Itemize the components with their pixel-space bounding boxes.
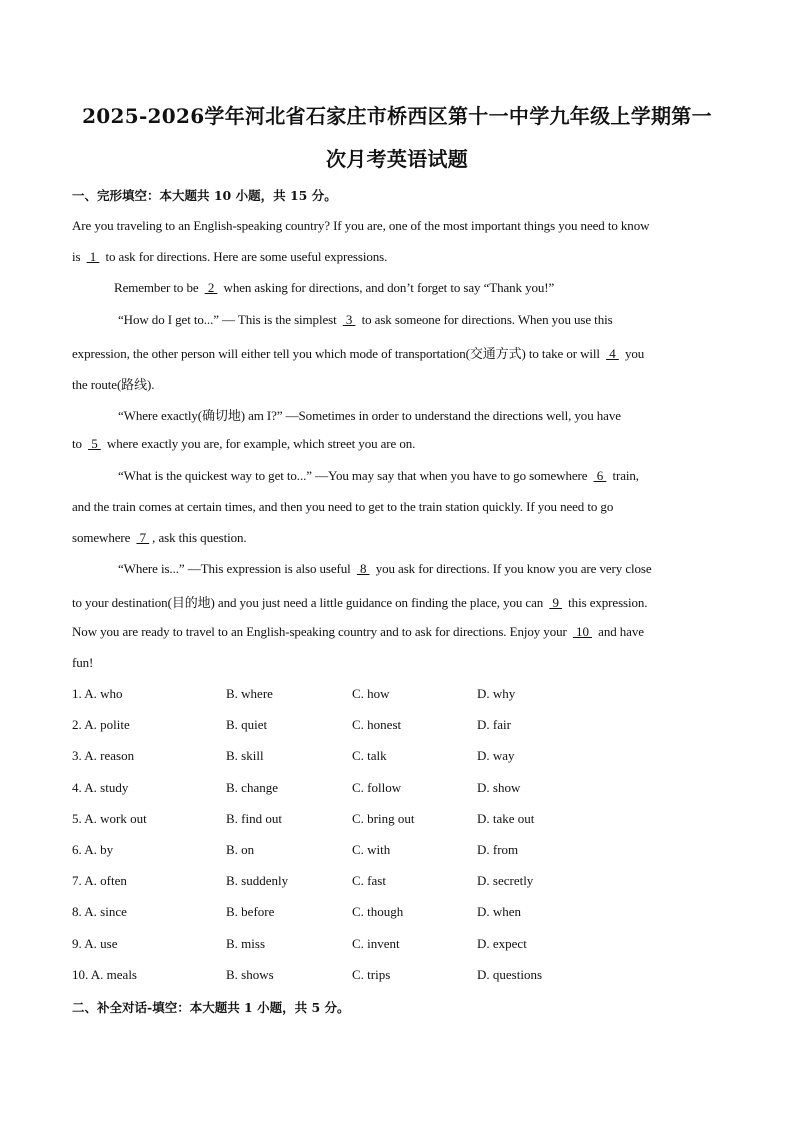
exam-title-line-2: 次月考英语试题 bbox=[325, 147, 469, 171]
passage-line: expression, the other person will either tell you which mode of transportation(交通方式) to take or will 4 you bbox=[72, 346, 645, 361]
question-options-row bbox=[72, 811, 722, 831]
option-b: B. find out bbox=[226, 811, 282, 826]
option-a: 8. A. since bbox=[72, 904, 127, 919]
option-a: 5. A. work out bbox=[72, 811, 147, 826]
option-d: D. expect bbox=[477, 936, 527, 951]
question-options-row bbox=[72, 686, 722, 706]
option-a: 6. A. by bbox=[72, 842, 114, 857]
option-b: B. miss bbox=[226, 936, 266, 951]
option-a: 10. A. meals bbox=[72, 967, 137, 982]
passage-line: is 1 to ask for directions. Here are some useful expressions. bbox=[72, 249, 388, 264]
question-options-row bbox=[72, 936, 722, 956]
option-c: C. talk bbox=[352, 748, 387, 763]
option-b: B. suddenly bbox=[226, 873, 289, 888]
passage-line: “Where exactly(确切地) am I?” —Sometimes in order to understand the directions well, you have bbox=[118, 408, 621, 423]
option-a: 7. A. often bbox=[72, 873, 127, 888]
passage-line: “How do I get to...” — This is the simplest 3 to ask someone for directions. When you use this bbox=[118, 312, 613, 327]
passage-line: somewhere 7 , ask this question. bbox=[72, 530, 247, 545]
passage-line: Now you are ready to travel to an English-speaking country and to ask for directions. Enjoy your 10 and have bbox=[72, 624, 644, 639]
passage-line: “Where is...” —This expression is also useful 8 you ask for directions. If you know you are very close bbox=[118, 561, 652, 576]
option-c: C. follow bbox=[352, 780, 402, 795]
option-b: B. change bbox=[226, 780, 278, 795]
option-b: B. on bbox=[226, 842, 255, 857]
section-heading-dialogue: 二、补全对话-填空：本大题共 1 小题，共 5 分。 bbox=[72, 1000, 350, 1015]
passage-line: Remember to be 2 when asking for directions, and don’t forget to say “Thank you!” bbox=[114, 280, 555, 295]
option-c: C. how bbox=[352, 686, 390, 701]
passage-line: to 5 where exactly you are, for example, which street you are on. bbox=[72, 436, 416, 451]
option-b: B. skill bbox=[226, 748, 264, 763]
option-c: C. invent bbox=[352, 936, 400, 951]
exam-title-line-1: 2025-2026学年河北省石家庄市桥西区第十一中学九年级上学期第一 bbox=[82, 104, 712, 128]
option-b: B. shows bbox=[226, 967, 274, 982]
option-d: D. take out bbox=[477, 811, 535, 826]
passage-line: to your destination(目的地) and you just need a little guidance on finding the place, you can 9 this expression. bbox=[72, 595, 648, 610]
option-b: B. quiet bbox=[226, 717, 268, 732]
option-d: D. from bbox=[477, 842, 519, 857]
passage-line: Are you traveling to an English-speaking country? If you are, one of the most important things you need to know bbox=[72, 218, 650, 233]
option-c: C. trips bbox=[352, 967, 391, 982]
question-options-row bbox=[72, 904, 722, 924]
blank-1: 1 bbox=[86, 249, 100, 264]
blank-6: 6 bbox=[593, 468, 607, 483]
option-d: D. when bbox=[477, 904, 522, 919]
option-c: C. bring out bbox=[352, 811, 415, 826]
blank-3: 3 bbox=[342, 312, 356, 327]
passage-line: fun! bbox=[72, 655, 94, 670]
option-d: D. fair bbox=[477, 717, 511, 732]
blank-10: 10 bbox=[572, 624, 593, 639]
blank-9: 9 bbox=[549, 595, 563, 610]
question-options-row bbox=[72, 967, 722, 987]
blank-5: 5 bbox=[88, 436, 101, 451]
question-options-row bbox=[72, 748, 722, 768]
blank-7: 7 bbox=[136, 530, 150, 545]
option-a: 3. A. reason bbox=[72, 748, 135, 763]
question-options-row bbox=[72, 717, 722, 737]
section-heading-cloze: 一、完形填空：本大题共 10 小题，共 15 分。 bbox=[72, 188, 337, 203]
passage-line: “What is the quickest way to get to...” —You may say that when you have to go somewhere 6 train, bbox=[118, 468, 639, 483]
blank-8: 8 bbox=[356, 561, 370, 576]
blank-4: 4 bbox=[606, 346, 619, 361]
option-c: C. fast bbox=[352, 873, 386, 888]
option-d: D. secretly bbox=[477, 873, 534, 888]
passage-line: and the train comes at certain times, and then you need to get to the train station quickly. If you need to go bbox=[72, 499, 614, 514]
option-a: 1. A. who bbox=[72, 686, 123, 701]
question-options-row bbox=[72, 873, 722, 893]
option-d: D. why bbox=[477, 686, 516, 701]
question-options-row bbox=[72, 842, 722, 862]
option-d: D. questions bbox=[477, 967, 542, 982]
question-options-row bbox=[72, 780, 722, 800]
blank-2: 2 bbox=[204, 280, 218, 295]
option-b: B. where bbox=[226, 686, 273, 701]
option-c: C. though bbox=[352, 904, 404, 919]
option-a: 4. A. study bbox=[72, 780, 129, 795]
option-a: 2. A. polite bbox=[72, 717, 130, 732]
option-c: C. with bbox=[352, 842, 391, 857]
option-d: D. way bbox=[477, 748, 515, 763]
option-a: 9. A. use bbox=[72, 936, 118, 951]
option-c: C. honest bbox=[352, 717, 402, 732]
option-d: D. show bbox=[477, 780, 521, 795]
passage-line: the route(路线). bbox=[72, 377, 155, 392]
option-b: B. before bbox=[226, 904, 275, 919]
